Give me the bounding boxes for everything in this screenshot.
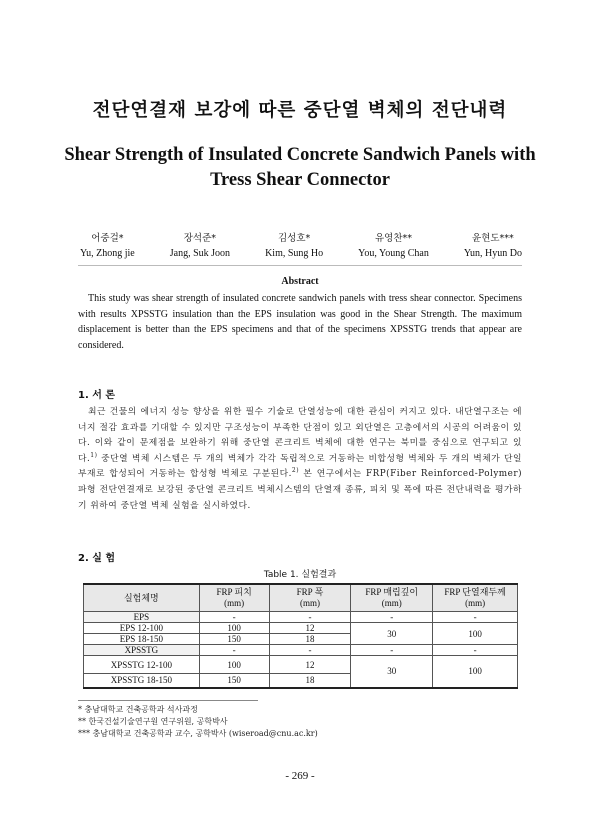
author-name-korean: 김성호*: [277, 233, 311, 244]
table-row: [84, 612, 518, 623]
footnote: * 충남대학교 건축공학과 석사과정: [78, 705, 198, 714]
cell: 100: [199, 656, 269, 674]
specimen-name: XPSSTG: [84, 645, 200, 656]
cell: -: [269, 612, 351, 623]
cell: -: [269, 645, 351, 656]
author: [80, 230, 135, 259]
footnotes: [78, 704, 318, 740]
cell: -: [433, 645, 518, 656]
author: [358, 230, 429, 259]
cell: -: [351, 645, 433, 656]
cell: -: [199, 645, 269, 656]
cell: 100: [433, 623, 518, 645]
author-list: [80, 230, 522, 259]
abstract-body: This study was shear strength of insulated concrete sandwich panels with tress shear connector. Specimens with results XPSSTG insulation than the EPS insulation was good in the Shear Strength. The maximum displacement is better than the EPS specimens and that of the specimens XPSSTG trends that appear are considered.: [78, 293, 522, 351]
abstract-heading: Abstract: [281, 276, 319, 287]
footnote-divider: [78, 700, 258, 701]
citation-ref[interactable]: 2): [291, 467, 300, 475]
author-name-english: Jang, Suk Joon: [169, 248, 231, 259]
author-name-korean: 어중걸*: [91, 233, 124, 244]
author-name-korean: 장석준*: [183, 233, 217, 244]
table-caption: Table 1. 실험결과: [263, 570, 337, 580]
introduction-paragraph: [78, 405, 522, 514]
cell: 100: [433, 656, 518, 688]
cell: 30: [351, 623, 433, 645]
specimen-name: EPS 18-150: [84, 634, 200, 645]
cell: 12: [269, 623, 351, 634]
author: [464, 230, 522, 259]
footnote: *** 충남대학교 건축공학과 교수, 공학박사 (wiseroad@cnu.ac.kr): [78, 729, 318, 738]
paragraph-text: 중단열 벽체 시스템은 두 개의 벽체가 각각 독립적으로 거동하는 비합성형 벽체와 두 개의 벽체가 단일부재로 합성되어 거동하는 합성형 벽체로 구분된다.: [78, 453, 522, 480]
paper-title-english: Shear Strength of Insulated Concrete Sandwich Panels with Tress Shear Connector: [64, 145, 536, 190]
cell: 150: [199, 634, 269, 645]
author-name-korean: 윤현도***: [472, 233, 514, 244]
table-header-row: [84, 584, 518, 612]
author: [170, 230, 230, 259]
cell: 100: [199, 623, 269, 634]
column-header: FRP 폭 (mm): [269, 584, 351, 612]
column-header: FRP 매립깊이 (mm): [351, 584, 433, 612]
section-heading-experiment: 2. 실 험: [78, 553, 116, 564]
specimen-name: XPSSTG 18-150: [84, 674, 200, 688]
column-header: 실험체명: [84, 584, 200, 612]
paper-title-korean: 전단연결재 보강에 따른 중단열 벽체의 전단내력: [92, 100, 508, 121]
specimen-name: EPS 12-100: [84, 623, 200, 634]
footnote: ** 한국건설기술연구원 연구위원, 공학박사: [78, 717, 228, 726]
cell: -: [433, 612, 518, 623]
paragraph-text: 본 연구에서는 FRP(Fiber Reinforced-Polymer) 파형 전단연결재로 보강된 중단열 콘크리트 벽체시스템의 단열재 종류, 피치 및 폭에 따른 전단내력을 평가하기 위하여 중단열 벽체 실험을 실시하였다.: [78, 469, 522, 511]
cell: 18: [269, 674, 351, 688]
author-name-english: Yun, Hyun Do: [463, 248, 522, 259]
table-row: [84, 656, 518, 674]
cell: -: [351, 612, 433, 623]
table-row: [84, 623, 518, 634]
author-name-english: Yu, Zhong jie: [80, 248, 135, 259]
cell: 18: [269, 634, 351, 645]
author-name-korean: 유영찬**: [375, 233, 413, 244]
cell: 12: [269, 656, 351, 674]
cell: 150: [199, 674, 269, 688]
section-heading-introduction: 1. 서 론: [78, 390, 116, 401]
results-table: [83, 583, 518, 689]
author-name-english: You, Young Chan: [358, 248, 429, 259]
author: [265, 230, 323, 259]
page-number: - 269 -: [285, 770, 315, 782]
paragraph-text: 최근 건물의 에너지 성능 향상을 위한 필수 기술로 단열성능에 대한 관심이 커지고 있다. 내단열구조는 에너지 절감 효과를 기대할 수 있지만 구조성능이 부족한 단점이 있고 외단열은 고층에서의 시공의 어려움이 있다. 이와 같이 문제점을 보완하기 위해 중단열 콘크리트 벽체에 대한 연구는 북미를 중심으로 연구되고 있다.: [78, 407, 522, 464]
citation-ref[interactable]: 1): [90, 451, 98, 459]
specimen-name: EPS: [84, 612, 200, 623]
author-divider: [78, 265, 522, 266]
column-header: FRP 단열재두께 (mm): [433, 584, 518, 612]
table-row: [84, 645, 518, 656]
author-name-english: Kim, Sung Ho: [265, 248, 324, 259]
column-header: FRP 피치 (mm): [199, 584, 269, 612]
cell: -: [199, 612, 269, 623]
cell: 30: [351, 656, 433, 688]
specimen-name: XPSSTG 12-100: [84, 656, 200, 674]
